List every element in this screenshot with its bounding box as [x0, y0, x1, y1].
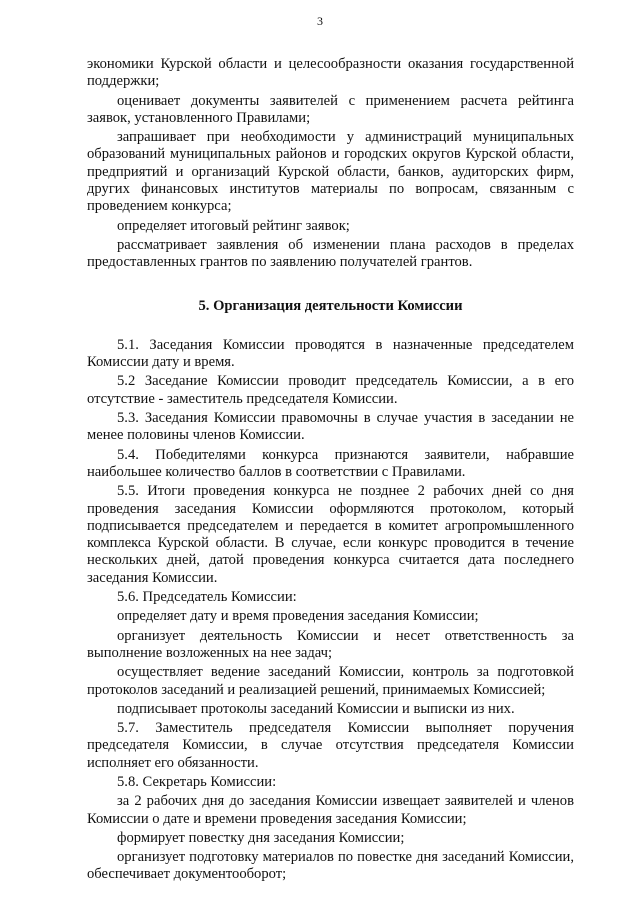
paragraph: оценивает документы заявителей с применением расчета рейтинга заявок, установленного Правилами;: [87, 92, 574, 126]
document-body: [87, 56, 574, 886]
paragraph: организует подготовку материалов по повестке дня заседаний Комиссии, обеспечивает документооборот;: [87, 849, 574, 883]
paragraph: 5.1. Заседания Комиссии проводятся в назначенные председателем Комиссии дату и время.: [87, 336, 574, 371]
paragraph: 5.2 Заседание Комиссии проводит председатель Комиссии, а в его отсутствие - заместитель председателя Комиссии.: [87, 373, 574, 407]
paragraph: формирует повестку дня заседания Комиссии;: [117, 829, 405, 846]
paragraph: запрашивает при необходимости у администраций муниципальных образований муниципальных районов и городских округов Курской области, предприятий и организаций Курской области, банков, аудиторских фирм, других финансовых институтов материалы по вопросам, связанным с проведением конкурса;: [87, 129, 574, 215]
paragraph: 5.7. Заместитель председателя Комиссии выполняет поручения председателя Комиссии, в случае отсутствия председателя Комиссии исполняет его обязанности.: [87, 720, 574, 771]
paragraph: рассматривает заявления об изменении плана расходов в пределах предоставленных грантов по заявлению получателей грантов.: [87, 236, 574, 271]
paragraph: организует деятельность Комиссии и несет ответственность за выполнение возложенных на нее задач;: [87, 627, 574, 661]
paragraph: экономики Курской области и целесообразности оказания государственной поддержки;: [87, 56, 574, 90]
paragraph: определяет итоговый рейтинг заявок;: [117, 217, 350, 234]
paragraph: определяет дату и время проведения заседания Комиссии;: [117, 608, 479, 625]
paragraph: 5.6. Председатель Комиссии:: [117, 589, 297, 606]
section-heading: 5. Организация деятельности Комиссии: [198, 297, 463, 314]
page-number: 3: [317, 14, 323, 28]
paragraph: 5.4. Победителями конкурса признаются заявители, набравшие наибольшее количество баллов в соответствии с Правилами.: [87, 446, 574, 480]
paragraph: 5.3. Заседания Комиссии правомочны в случае участия в заседании не менее половины членов Комиссии.: [87, 410, 574, 444]
paragraph: за 2 рабочих дня до заседания Комиссии извещает заявителей и членов Комиссии о дате и времени проведения заседания Комиссии;: [87, 793, 574, 827]
paragraph: 5.5. Итоги проведения конкурса не позднее 2 рабочих дней со дня проведения заседания Комиссии оформляются протоколом, который подписывается председателем и передается в комитет агропромышленного комплекса Курской области. В случае, если конкурс проводится в течение нескольких дней, датой проведения конкурса считается дата последнего заседания Комиссии.: [87, 483, 574, 586]
paragraph: осуществляет ведение заседаний Комиссии, контроль за подготовкой протоколов заседаний и реализацией решений, принимаемых Комиссией;: [87, 664, 574, 698]
paragraph: 5.8. Секретарь Комиссии:: [117, 773, 277, 790]
paragraph: подписывает протоколы заседаний Комиссии и выписки из них.: [117, 700, 515, 717]
